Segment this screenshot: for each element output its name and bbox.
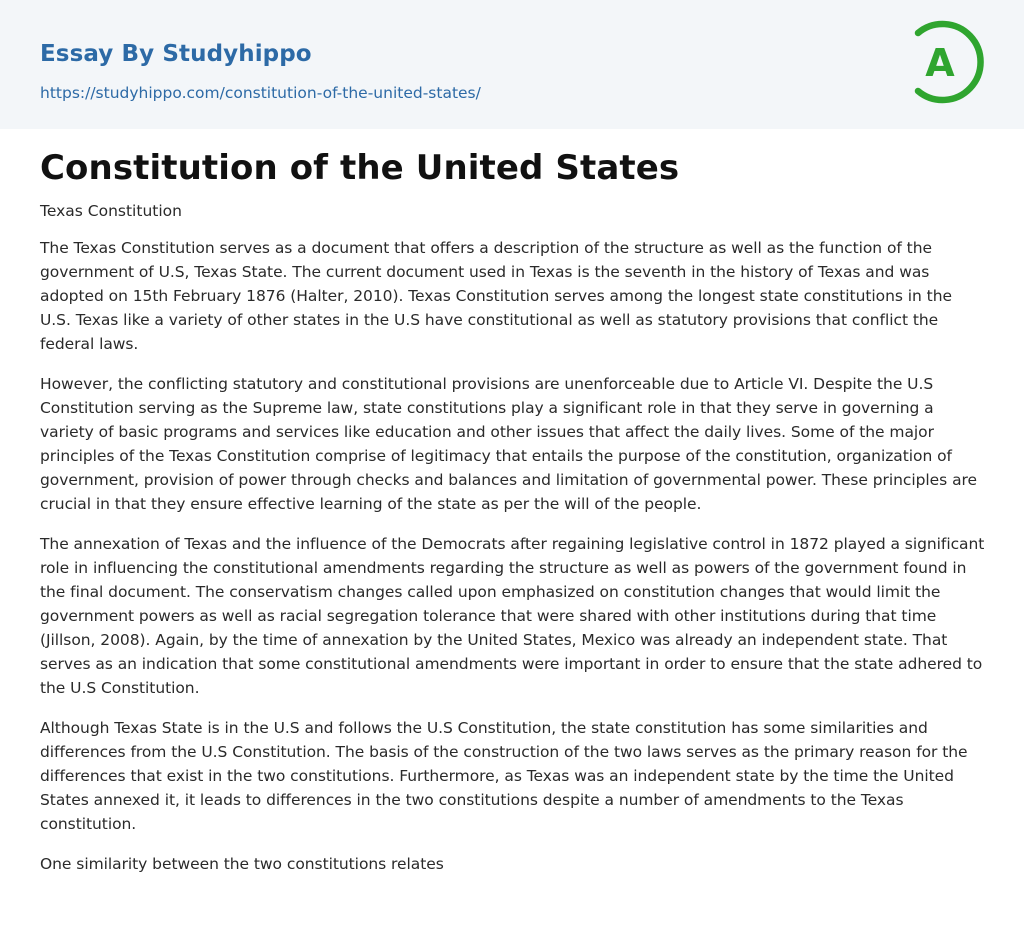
studyhippo-logo-icon[interactable] [906,18,988,106]
paragraph: Although Texas State is in the U.S and follows the U.S Constitution, the state constitution has some similarities and differences from the U.S Constitution. The basis of the construction of the two laws serves as the primary reason for the differences that exist in the two constitutions. Furthermore, as Texas was an independent state by the time the United States annexed it, it leads to differences in the two constitutions despite a number of amendments to the Texas constitution. [40,719,968,833]
paragraph: One similarity between the two constitutions relates [40,855,444,873]
logo-letter: A [925,41,955,85]
article-body [40,146,986,876]
essay-subtitle: Texas Constitution [40,202,182,220]
paragraph: The Texas Constitution serves as a document that offers a description of the structure as well as the function of the government of U.S, Texas State. The current document used in Texas is the seventh in the history of Texas and was adopted on 15th February 1876 (Halter, 2010). Texas Constitution serves among the longest state constitutions in the U.S. Texas like a variety of other states in the U.S have constitutional as well as statutory provisions that conflict the federal laws. [40,239,952,353]
site-header [0,0,1024,129]
page-title: Constitution of the United States [40,148,680,188]
essay-url-link[interactable]: https://studyhippo.com/constitution-of-the-united-states/ [40,84,481,102]
brand-title[interactable]: Essay By Studyhippo [40,41,312,67]
paragraph: However, the conflicting statutory and constitutional provisions are unenforceable due to Article VI. Despite the U.S Constitution serving as the Supreme law, state constitutions play a significant role in that they serve in governing a variety of basic programs and services like education and other issues that affect the daily lives. Some of the major principles of the Texas Constitution comprise of legitimacy that entails the purpose of the constitution, organization of government, provision of power through checks and balances and limitation of governmental power. These principles are crucial in that they ensure effective learning of the state as per the will of the people. [40,375,977,513]
paragraph: The annexation of Texas and the influence of the Democrats after regaining legislative control in 1872 played a significant role in influencing the constitutional amendments regarding the structure as well as powers of the government found in the final document. The conservatism changes called upon emphasized on constitution changes that would limit the government powers as well as racial segregation tolerance that were shared with other institutions during that time (Jillson, 2008). Again, by the time of annexation by the United States, Mexico was already an independent state. That serves as an indication that some constitutional amendments were important in order to ensure that the state adhered to the U.S Constitution. [40,535,985,697]
